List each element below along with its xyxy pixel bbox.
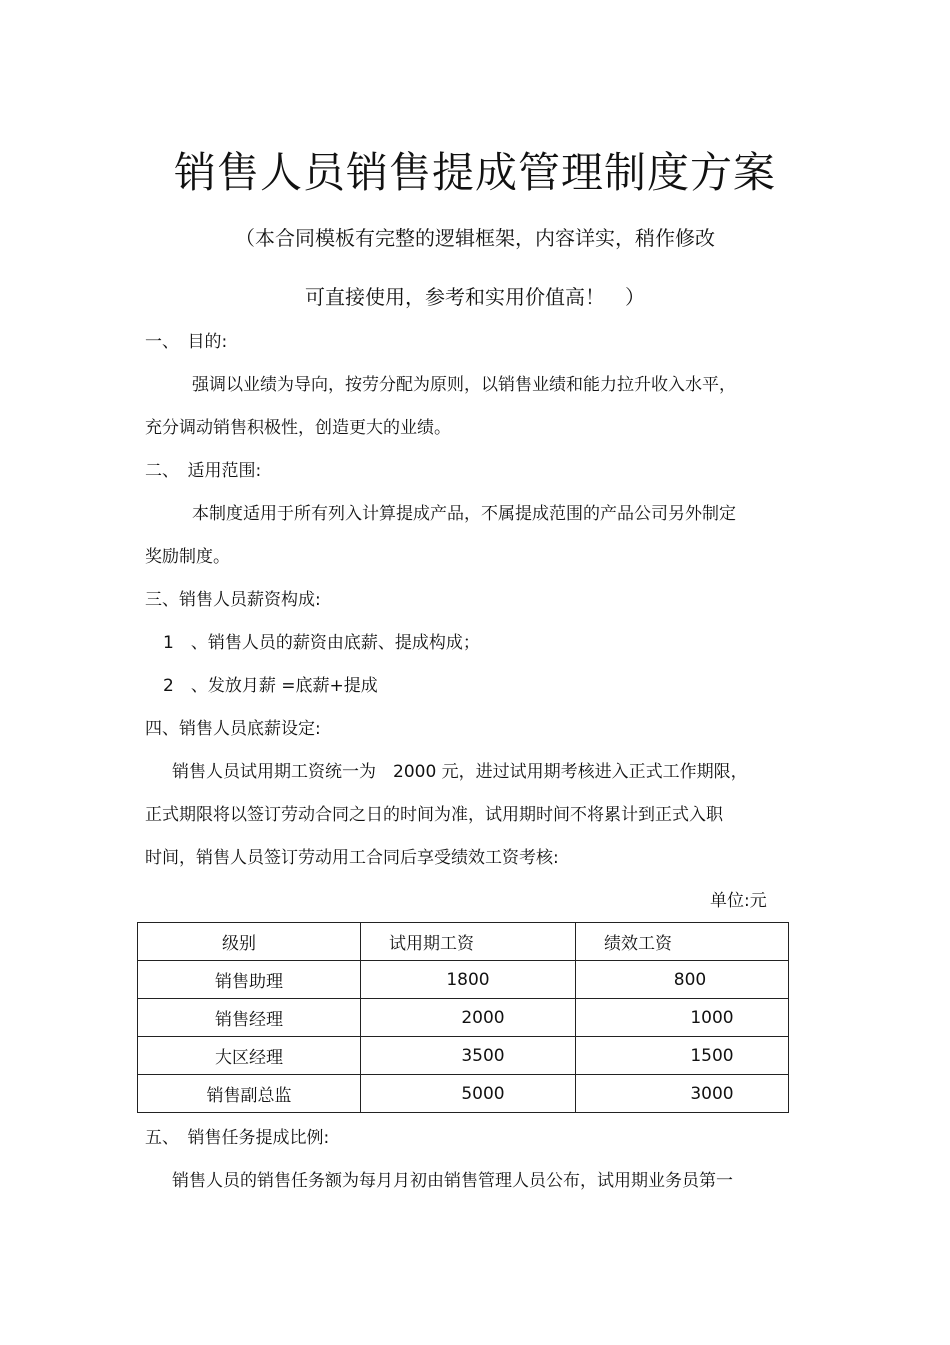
header-probation-salary: 试用期工资 [389,934,474,954]
table-cell: 大区经理 [138,1037,361,1075]
cell-value: 800 [673,969,707,990]
table-cell [576,1075,789,1113]
section-2-para-line-2: 奖励制度。 [145,547,230,567]
table-cell [361,961,576,999]
subtitle-line-2: 可直接使用，参考和实用价值高！ ） [305,285,645,309]
cell-value: 5000 [461,1083,505,1104]
table-header-cell [361,923,576,961]
section-1-heading: 一、 目的: [145,332,228,352]
unit-label: 单位:元 [710,891,767,911]
table-cell [361,999,576,1037]
cell-value: 3000 [690,1083,734,1104]
table-row [138,1037,789,1075]
table-cell: 销售经理 [138,999,361,1037]
cell-value: 1800 [446,969,490,990]
header-level: 级别 [222,934,256,954]
table-cell [576,999,789,1037]
table-cell [576,1037,789,1075]
section-5-heading: 五、 销售任务提成比例: [145,1128,330,1148]
section-2-heading: 二、 适用范围: [145,461,262,481]
table-cell [361,1037,576,1075]
section-4-para-line-2: 正式期限将以签订劳动合同之日的时间为准，试用期时间不将累计到正式入职 [145,805,723,825]
table-cell: 销售副总监 [138,1075,361,1113]
section-4-para-line-3: 时间，销售人员签订劳动用工合同后享受绩效工资考核: [145,848,559,868]
cell-value: 1500 [690,1045,734,1066]
section-4-para-line-1: 销售人员试用期工资统一为 2000 元，进过试用期考核进入正式工作期限， [172,762,748,782]
salary-table [137,922,789,1113]
section-1-para-line-1: 强调以业绩为导向，按劳分配为原则，以销售业绩和能力拉升收入水平， [192,375,736,395]
header-performance-salary: 绩效工资 [604,934,672,954]
table-cell: 销售助理 [138,961,361,999]
cell-value: 1000 [690,1007,734,1028]
cell-value: 3500 [461,1045,505,1066]
section-5-para-line-1: 销售人员的销售任务额为每月月初由销售管理人员公布，试用期业务员第一 [172,1171,733,1191]
table-cell [361,1075,576,1113]
cell-value: 2000 [461,1007,505,1028]
subtitle-line-1: （本合同模板有完整的逻辑框架，内容详实，稍作修改 [235,226,715,250]
section-2-para-line-1: 本制度适用于所有列入计算提成产品，不属提成范围的产品公司另外制定 [192,504,736,524]
section-4-heading: 四、销售人员底薪设定: [145,719,321,739]
section-1-para-line-2: 充分调动销售积极性，创造更大的业绩。 [145,418,451,438]
table-cell [576,961,789,999]
table-row [138,999,789,1037]
section-3-item-1: 1 、销售人员的薪资由底薪、提成构成； [163,633,480,653]
section-3-heading: 三、销售人员薪资构成: [145,590,321,610]
section-3-item-2: 2 、发放月薪 =底薪+提成 [163,676,378,696]
table-row [138,961,789,999]
table-header-cell [576,923,789,961]
document-title: 销售人员销售提成管理制度方案 [173,148,776,197]
table-row [138,1075,789,1113]
table-header-cell [138,923,361,961]
table-header-row [138,923,789,961]
